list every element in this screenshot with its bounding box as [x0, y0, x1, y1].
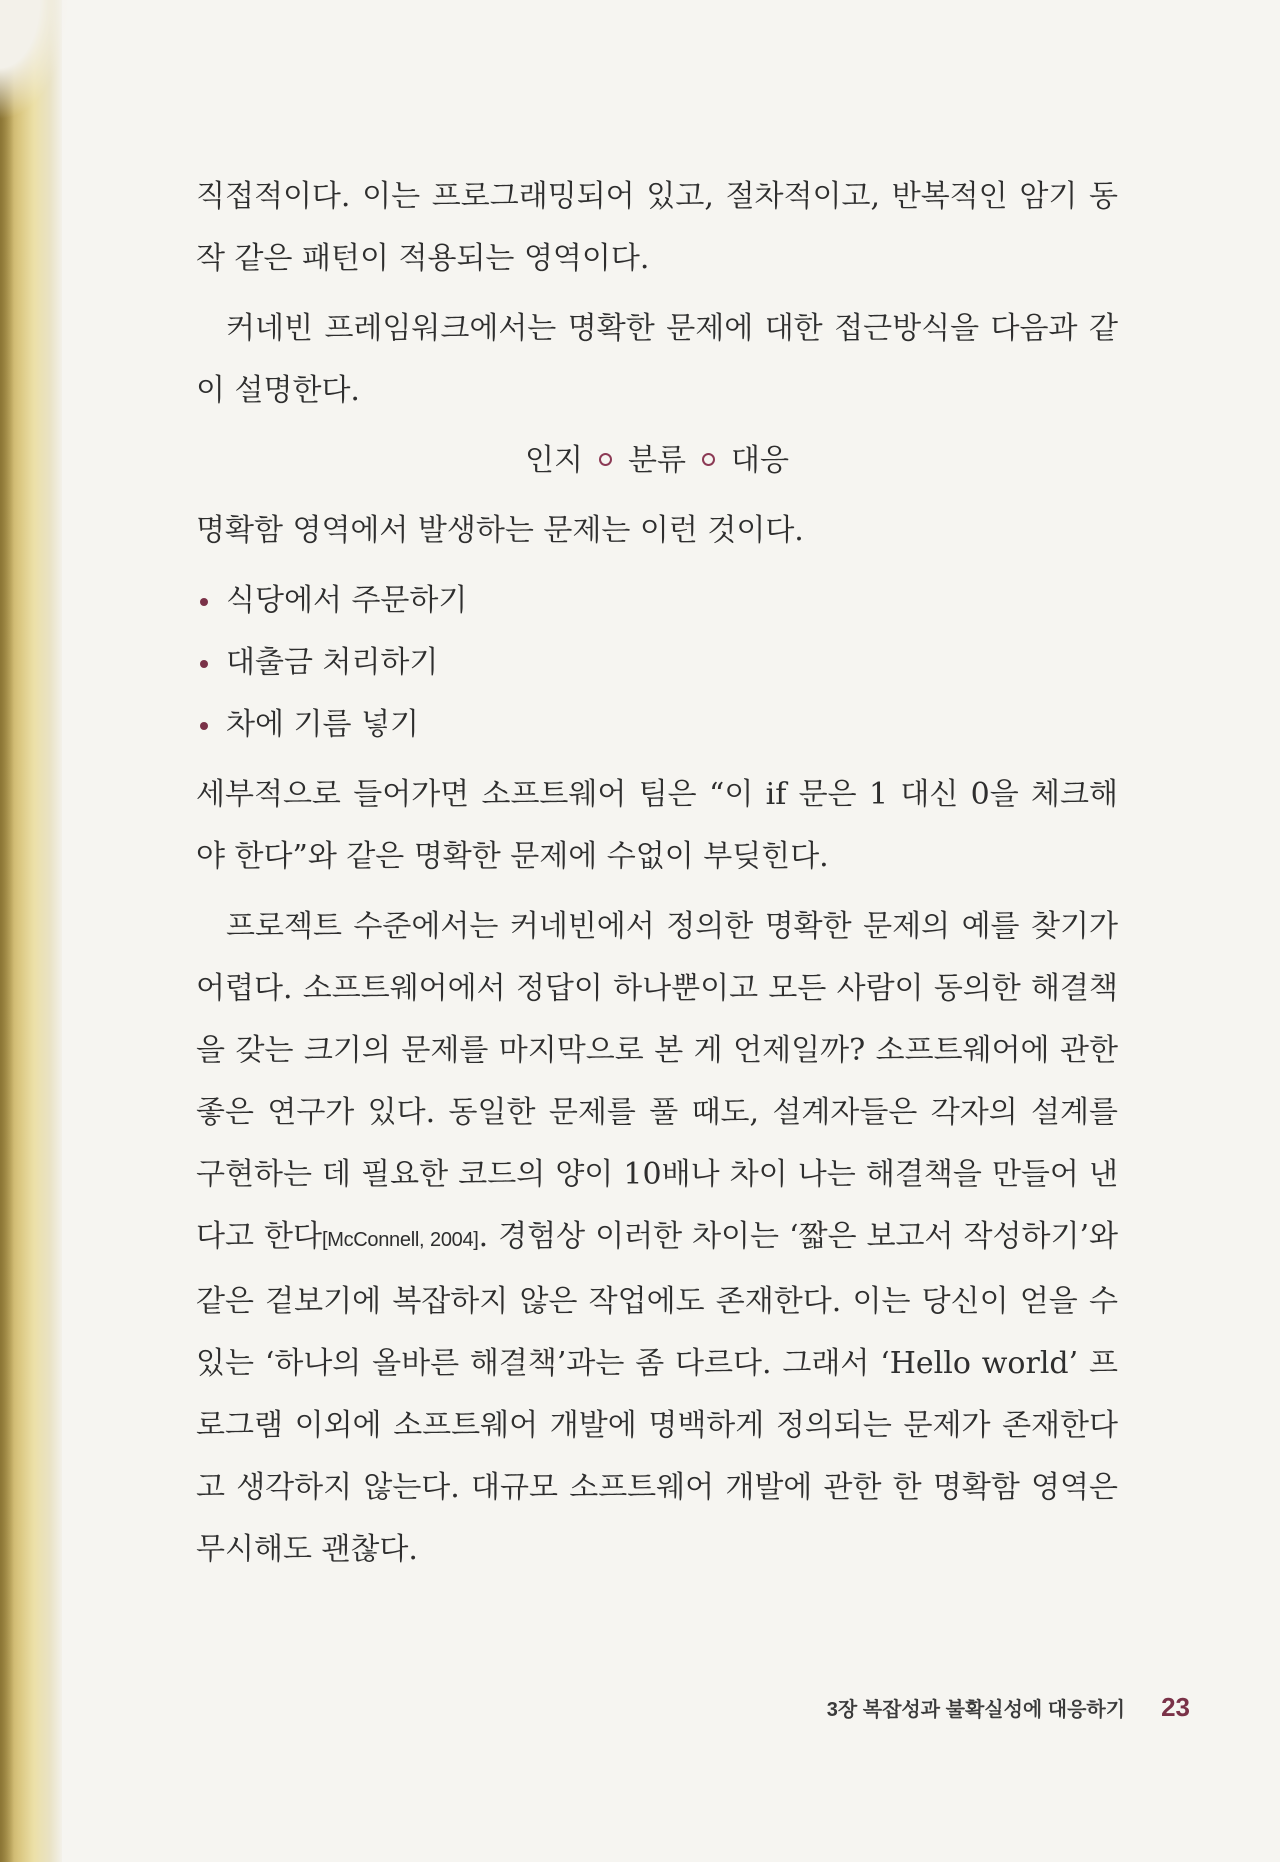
paragraph-5: [196, 896, 1118, 1581]
chapter-title: 3장 복잡성과 불확실성에 대응하기: [826, 1699, 1126, 1721]
paragraph-5-text-a: 프로젝트 수준에서는 커네빈에서 정의한 명확한 문제의 예를 찾기가 어렵다. 소프트웨어에서 정답이 하나뿐이고 모든 사람이 동의한 해결책을 갖는 크기의 문제를 마지막으로 본 게 언제일까? 소프트웨어에 관한 좋은 연구가 있다. 동일한 문제를 풀 때도, 설계자들은 각자의 설계를 구현하는 데 필요한 코드의 양이 10배나 차이 나는 해결책을 만들어 낸다고 한다: [196, 909, 1118, 1254]
paragraph-4: 세부적으로 들어가면 소프트웨어 팀은 “이 if 문은 1 대신 0을 체크해야 한다”와 같은 명확한 문제에 수없이 부딪힌다.: [196, 777, 1118, 874]
bullet-list: [196, 570, 1118, 756]
paragraph-3: 명확함 영역에서 발생하는 문제는 이런 것이다.: [196, 513, 804, 548]
binding-top-highlight: [0, 0, 70, 120]
binding-shadow: [0, 0, 14, 1862]
page-body: [196, 166, 1118, 1581]
list-item: 차에 기름 넣기: [196, 694, 1118, 756]
flow-step-respond: 대응: [730, 443, 789, 478]
citation: [McConnell, 2004]: [321, 1229, 479, 1251]
paragraph-1: 직접적이다. 이는 프로그래밍되어 있고, 절차적이고, 반복적인 암기 동작 같은 패턴이 적용되는 영역이다.: [196, 179, 1118, 276]
list-item: 대출금 처리하기: [196, 632, 1118, 694]
paragraph-2: 커네빈 프레임워크에서는 명확한 문제에 대한 접근방식을 다음과 같이 설명한다.: [196, 311, 1118, 408]
page-number: 23: [1161, 1692, 1190, 1722]
paragraph-5-text-b: . 경험상 이러한 차이는 ‘짧은 보고서 작성하기’와 같은 겉보기에 복잡하지 않은 작업에도 존재한다. 이는 당신이 얻을 수 있는 ‘하나의 올바른 해결책’과는 좀 다르다. 그래서 ‘Hello world’ 프로그램 이외에 소프트웨어 개발에 명백하게 정의되는 문제가 존재한다고 생각하지 않는다. 대규모 소프트웨어 개발에 관한 한 명확함 영역은 무시해도 괜찮다.: [196, 1219, 1118, 1567]
bullet-icon: [200, 722, 208, 730]
circle-separator-icon: [702, 453, 715, 466]
list-item: 식당에서 주문하기: [196, 570, 1118, 632]
flow-step-recognize: 인지: [525, 443, 584, 478]
flow-line: [196, 430, 1118, 492]
circle-separator-icon: [599, 453, 612, 466]
flow-step-classify: 분류: [628, 443, 686, 478]
page-footer: [827, 1692, 1190, 1723]
bullet-icon: [200, 598, 208, 606]
bullet-icon: [200, 660, 208, 668]
